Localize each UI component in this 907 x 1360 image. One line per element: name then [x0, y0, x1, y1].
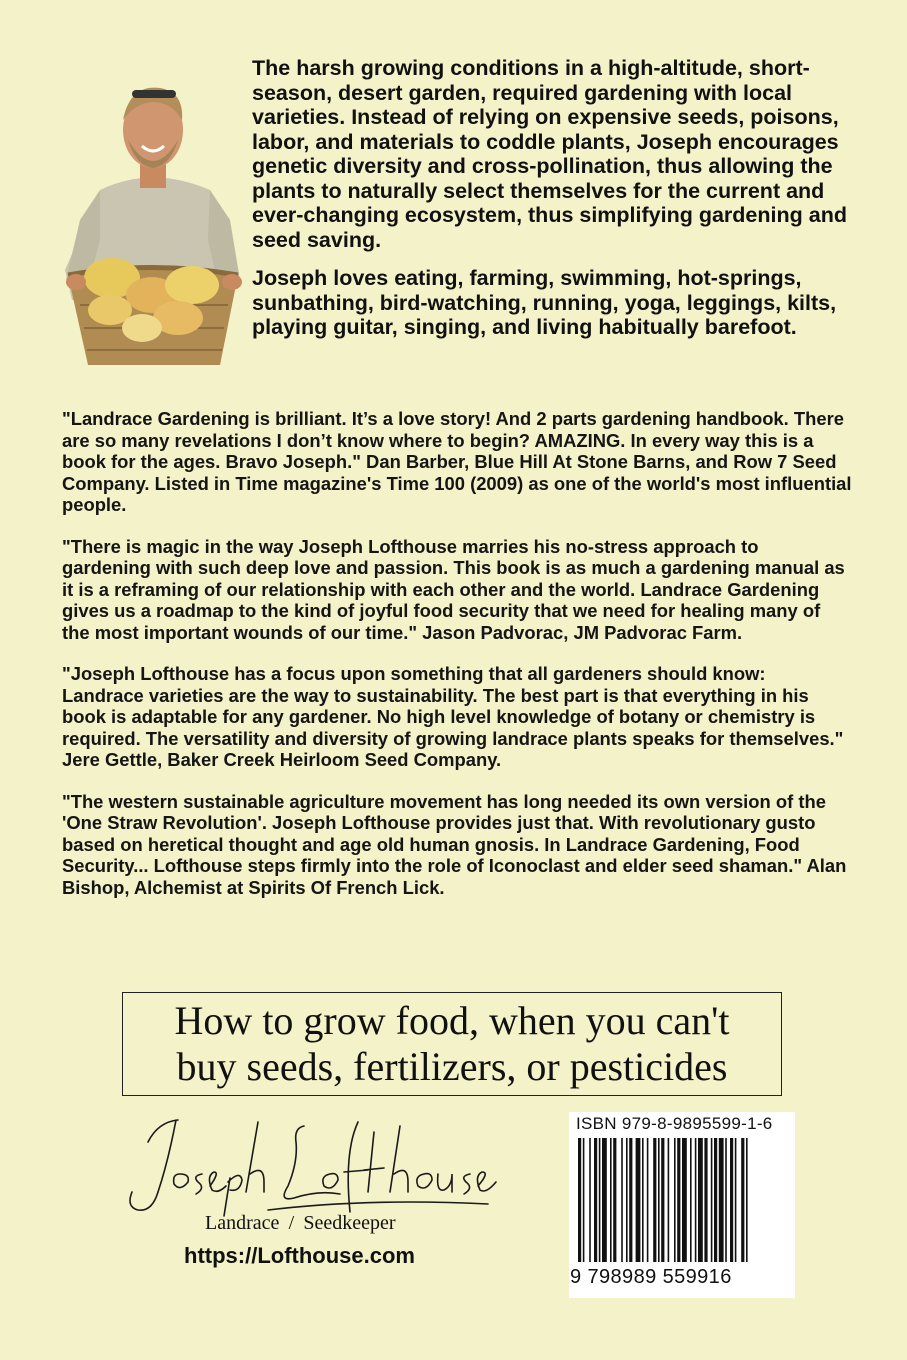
tagline-line-2: buy seeds, fertilizers, or pesticides: [176, 1044, 728, 1089]
barcode-bar: [599, 1138, 601, 1262]
barcode-bar: [661, 1138, 664, 1262]
barcode-bar: [730, 1138, 733, 1262]
barcode-bar: [658, 1138, 660, 1262]
barcode-bar: [735, 1138, 737, 1262]
barcode-bar: [711, 1138, 713, 1262]
barcode-icon: [574, 1138, 790, 1266]
barcode-bar: [704, 1138, 707, 1262]
barcode-bar: [668, 1138, 670, 1262]
bio-paragraph-2: Joseph loves eating, farming, swimming, hot-springs, sunbathing, bird-watching, running, yoga, leggings, kilts, playing guitar, singing, and living habitually barefoot.: [252, 266, 837, 339]
barcode-bar: [636, 1138, 641, 1262]
barcode-bar: [714, 1138, 717, 1262]
endorsement-quote: "Landrace Gardening is brilliant. It’s a love story! And 2 parts gardening handbook. There are so many revelations I don’t know where to begin? AMAZING. In every way this is a book for the ages. Bravo Joseph." Dan Barber, Blue Hill At Stone Barns, and Row 7 Seed Company. Listed in Time magazine's Time 100 (2009) as one of the world's most influential people.: [62, 408, 852, 515]
barcode-bar: [653, 1138, 656, 1262]
role-separator: /: [288, 1212, 295, 1234]
tagline-line-1: How to grow food, when you can't: [174, 998, 730, 1043]
barcode-bar: [578, 1138, 581, 1262]
barcode-bar: [583, 1138, 585, 1262]
barcode-bar: [602, 1138, 607, 1262]
website-link[interactable]: https://Lofthouse.com: [184, 1243, 415, 1268]
barcode-bar: [725, 1138, 727, 1262]
bio-paragraph-1: The harsh growing conditions in a high-altitude, short-season, desert garden, required gardening with local varieties. Instead of relying on expensive seeds, poisons, labor, and materials to coddle plants, Joseph encourages genetic diversity and cross-pollination, thus allowing the plants to naturally select themselves for the current and ever-changing ecosystem, thus simplifying gardening and seed saving.: [252, 56, 847, 252]
barcode-bar: [719, 1138, 724, 1262]
barcode-bar: [690, 1138, 692, 1262]
barcode-bar: [621, 1138, 623, 1262]
barcode-bar: [682, 1138, 687, 1262]
barcode-bar: [594, 1138, 597, 1262]
author-photo: [60, 70, 245, 370]
barcode-bar: [746, 1138, 748, 1262]
barcode-bar: [626, 1138, 628, 1262]
barcode-bar: [741, 1138, 744, 1262]
author-bio: [252, 56, 852, 354]
barcode-bar: [698, 1138, 703, 1262]
barcode-bar: [589, 1138, 591, 1262]
barcode-bar: [677, 1138, 680, 1262]
endorsement-quote: "There is magic in the way Joseph Lofthouse marries his no-stress approach to gardening with such deep love and passion. This book is as much a gardening manual as it is a reframing of our relationship with each other and the world. Landrace Gardening gives us a roadmap to the kind of joyful food security that we need for healing many of the most important wounds of our time." Jason Padvorac, JM Padvorac Farm.: [62, 535, 845, 643]
barcode-bar: [610, 1138, 612, 1262]
role-seedkeeper: Seedkeeper: [303, 1212, 396, 1234]
barcode-bar: [695, 1138, 697, 1262]
endorsement-quote: "The western sustainable agriculture movement has long needed its own version of the 'One Straw Revolution'. Joseph Lofthouse provides just that. With revolutionary gusto based on heretical thought and age old human gnosis. In Landrace Gardening, Food Security... Lofthouse steps firmly into the role of Iconoclast and elder seed shaman." Alan Bishop, Alchemist at Spirits Of French Lick.: [62, 790, 847, 898]
barcode-bar: [613, 1138, 616, 1262]
endorsement-quote: "Joseph Lofthouse has a focus upon something that all gardeners should know: Landrace varieties are the way to sustainability. The best part is that everything in his book is adaptable for any gardener. No high level knowledge of botany or chemistry is required. The versatility and diversity of growing landrace plants speaks for themselves." Jere Gettle, Baker Creek Heirloom Seed Company.: [62, 663, 844, 770]
author-signature: [118, 1112, 498, 1222]
signature-role: [205, 1212, 396, 1235]
barcode-bar: [674, 1138, 676, 1262]
tagline-box: [122, 992, 782, 1096]
barcode-digits: 9 798989 559916: [570, 1266, 732, 1288]
role-landrace: Landrace: [205, 1212, 280, 1234]
isbn-label: ISBN 979-8-9895599-1-6: [576, 1114, 773, 1133]
barcode-bar: [647, 1138, 649, 1262]
endorsements: [62, 408, 852, 918]
barcode-bar: [629, 1138, 632, 1262]
barcode-bar: [642, 1138, 644, 1262]
